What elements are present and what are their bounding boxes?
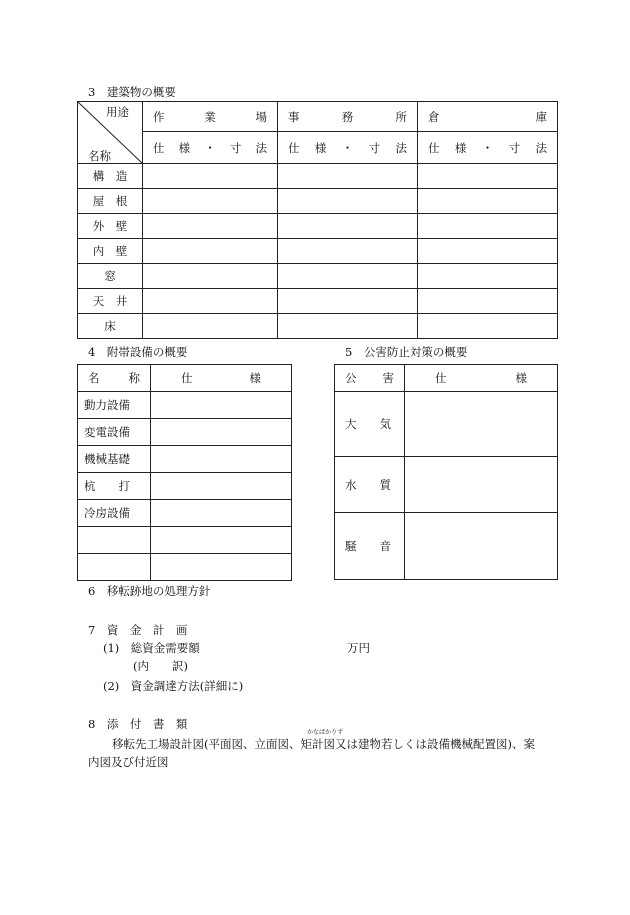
section-8-title: 8 添 付 書 類	[88, 717, 188, 731]
equipment-table	[77, 364, 292, 581]
equipment-row-label	[78, 527, 151, 554]
corner-cell	[78, 102, 143, 164]
row-label: 構 造	[78, 164, 143, 189]
spec-header-1: 仕 様 ・ 寸 法	[143, 132, 278, 164]
section-5-title: 5 公害防止対策の概要	[345, 345, 468, 359]
row-label: 床	[78, 314, 143, 339]
section-4-title: 4 附帯設備の概要	[88, 345, 188, 359]
total-funds-unit: 万円	[347, 641, 370, 655]
funding-method-label: (2) 資金調達方法(詳細に)	[103, 679, 244, 693]
equipment-row-label: 動力設備	[78, 392, 151, 419]
use-header-3: 倉 庫	[418, 102, 558, 132]
spec-header-3: 仕 様 ・ 寸 法	[418, 132, 558, 164]
row-label: 天 井	[78, 289, 143, 314]
equipment-row-label: 変電設備	[78, 419, 151, 446]
attachment-line-2: 内図及び付近図	[88, 755, 169, 769]
attachment-line-1: 移転先工場設計図(平面図、立面図、矩計図又は建物若しくは設備機械配置図)、案	[112, 737, 535, 751]
section-6-title: 6 移転跡地の処理方針	[88, 584, 211, 598]
equipment-row-label	[78, 554, 151, 581]
use-header-1: 作 業 場	[143, 102, 278, 132]
pollution-table	[334, 364, 558, 580]
section-7-title: 7 資 金 計 画	[88, 623, 188, 637]
row-label: 屋 根	[78, 189, 143, 214]
pollution-row-label: 水 質	[335, 457, 405, 513]
breakdown-label: (内 訳)	[133, 659, 188, 673]
pollution-spec-header: 仕 様	[405, 365, 558, 392]
pollution-row-label: 騒 音	[335, 513, 405, 580]
equipment-row-label: 杭 打	[78, 473, 151, 500]
equipment-name-header: 名 称	[78, 365, 151, 392]
row-label: 内 壁	[78, 239, 143, 264]
equipment-row-label: 機械基礎	[78, 446, 151, 473]
building-overview-table	[77, 101, 558, 339]
corner-bottom-label: 名称	[88, 149, 111, 163]
section-3-title: 3 建築物の概要	[88, 85, 176, 99]
equipment-row-label: 冷房設備	[78, 500, 151, 527]
pollution-name-header: 公 害	[335, 365, 405, 392]
row-label: 窓	[78, 264, 143, 289]
row-label: 外 壁	[78, 214, 143, 239]
pollution-row-label: 大 気	[335, 392, 405, 457]
equipment-spec-header: 仕 様	[151, 365, 292, 392]
ruby-reading: かなばかりず	[307, 729, 344, 736]
total-funds-label: (1) 総資金需要額	[103, 641, 200, 655]
corner-top-label: 用途	[106, 105, 129, 119]
use-header-2: 事 務 所	[278, 102, 418, 132]
spec-header-2: 仕 様 ・ 寸 法	[278, 132, 418, 164]
